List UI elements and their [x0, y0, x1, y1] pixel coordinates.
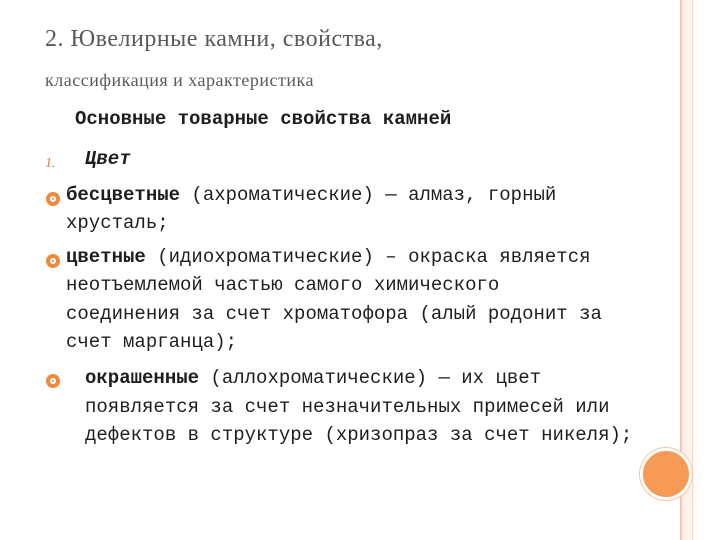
bullet-icon — [46, 254, 60, 268]
body-heading: Основные товарные свойства камней — [75, 108, 452, 130]
list-item-1 — [66, 184, 556, 206]
list-item-3-term: окрашенные — [85, 367, 200, 389]
list-item-2-continuation-3: счет марганца); — [66, 331, 238, 353]
section-label: Цвет — [85, 148, 131, 170]
list-item-1-continuation: хрусталь; — [66, 212, 169, 234]
list-item-1-text: (ахроматические) — алмаз, горный — [180, 184, 557, 206]
list-item-2 — [66, 246, 591, 268]
decorative-circle-icon — [640, 448, 692, 500]
list-number: 1. — [45, 156, 56, 171]
list-item-2-continuation-2: соединения за счет хроматофора (алый родонит за — [66, 303, 602, 325]
list-item-2-continuation-1: неотъемлемой частью самого химического — [66, 274, 500, 296]
slide-title — [45, 22, 665, 96]
decorative-line — [692, 0, 693, 540]
list-item-2-text: (идиохроматические) – окраска является — [145, 246, 591, 268]
title-line-2: классификация и характеристика — [45, 70, 314, 90]
bullet-icon — [46, 374, 60, 388]
list-item-3-continuation-2: дефектов в структуре (хризопраз за счет никеля); — [85, 424, 633, 446]
list-item-1-term: бесцветные — [66, 184, 181, 206]
list-item-3-continuation-1: появляется за счет незначительных примесей или — [85, 396, 610, 418]
bullet-icon — [46, 192, 60, 206]
list-item-2-term: цветные — [66, 246, 146, 268]
list-item-3 — [85, 367, 541, 389]
title-line-1: 2. Ювелирные камни, свойства, — [45, 26, 383, 52]
list-item-3-text: (аллохроматические) — их цвет — [199, 367, 542, 389]
